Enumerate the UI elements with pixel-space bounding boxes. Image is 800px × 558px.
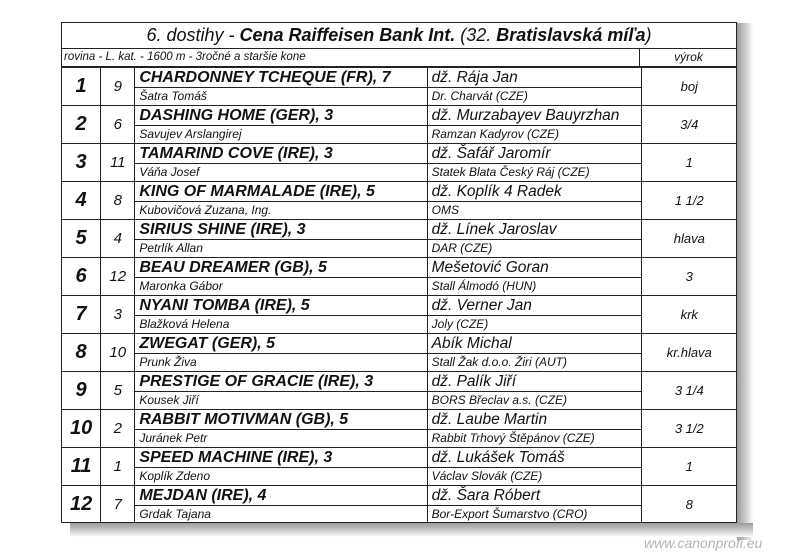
finish-margin: hlava [641, 220, 737, 258]
finish-margin: 3 1/4 [641, 372, 737, 410]
result-subrow [62, 278, 737, 296]
result-subrow [62, 240, 737, 258]
finish-margin: 8 [641, 486, 737, 524]
result-subrow [62, 392, 737, 410]
result-row [62, 296, 737, 316]
result-subrow [62, 316, 737, 334]
owner-name: Petrlík Allan [135, 240, 427, 258]
page-shadow-right [737, 23, 753, 540]
result-row [62, 486, 737, 506]
result-row [62, 448, 737, 468]
start-number: 10 [101, 334, 135, 372]
owner-name: Prunk Živa [135, 354, 427, 372]
result-subrow [62, 88, 737, 106]
owner-name: Maronka Gábor [135, 278, 427, 296]
owner-name: Savujev Arslangirej [135, 126, 427, 144]
trainer-name: Ramzan Kadyrov (CZE) [427, 126, 641, 144]
finish-margin: kr.hlava [641, 334, 737, 372]
finish-position: 7 [62, 296, 101, 334]
trainer-name: Stall Álmodó (HUN) [427, 278, 641, 296]
finish-margin: krk [641, 296, 737, 334]
jockey-name: dž. Verner Jan [427, 296, 641, 316]
result-row [62, 106, 737, 126]
owner-name: Váňa Josef [135, 164, 427, 182]
results-table [62, 67, 737, 523]
finish-position: 10 [62, 410, 101, 448]
finish-margin: 3 [641, 258, 737, 296]
result-subrow [62, 164, 737, 182]
horse-name: MEJDAN (IRE), 4 [135, 486, 427, 506]
trainer-name: BORS Břeclav a.s. (CZE) [427, 392, 641, 410]
finish-position: 8 [62, 334, 101, 372]
watermark: www.canonprofi.eu [644, 535, 763, 551]
finish-margin: 3/4 [641, 106, 737, 144]
finish-position: 9 [62, 372, 101, 410]
results-sheet [61, 22, 737, 523]
owner-name: Kousek Jiří [135, 392, 427, 410]
jockey-name: Mešetović Goran [427, 258, 641, 278]
finish-position: 1 [62, 68, 101, 106]
finish-margin: boj [641, 68, 737, 106]
result-subrow [62, 354, 737, 372]
jockey-name: dž. Koplík 4 Radek [427, 182, 641, 202]
result-row [62, 372, 737, 392]
finish-position: 12 [62, 486, 101, 524]
start-number: 7 [101, 486, 135, 524]
owner-name: Blažková Helena [135, 316, 427, 334]
finish-position: 2 [62, 106, 101, 144]
start-number: 11 [101, 144, 135, 182]
horse-name: RABBIT MOTIVMAN (GB), 5 [135, 410, 427, 430]
finish-margin: 1 [641, 144, 737, 182]
horse-name: KING OF MARMALADE (IRE), 5 [135, 182, 427, 202]
horse-name: SPEED MACHINE (IRE), 3 [135, 448, 427, 468]
start-number: 6 [101, 106, 135, 144]
result-subrow [62, 430, 737, 448]
edition-suffix: ) [645, 25, 652, 45]
start-number: 2 [101, 410, 135, 448]
margin-header: výrok [639, 49, 737, 66]
finish-margin: 3 1/2 [641, 410, 737, 448]
finish-position: 11 [62, 448, 101, 486]
trainer-name: Rabbit Trhový Štěpánov (CZE) [427, 430, 641, 448]
jockey-name: dž. Šara Róbert [427, 486, 641, 506]
result-row [62, 334, 737, 354]
result-row [62, 410, 737, 430]
horse-name: TAMARIND COVE (IRE), 3 [135, 144, 427, 164]
jockey-name: dž. Rája Jan [427, 68, 641, 88]
owner-name: Juránek Petr [135, 430, 427, 448]
owner-name: Koplík Zdeno [135, 468, 427, 486]
trainer-name: OMS [427, 202, 641, 220]
result-row [62, 220, 737, 240]
trainer-name: Bor-Export Šumarstvo (CRO) [427, 506, 641, 524]
owner-name: Grdak Tajana [135, 506, 427, 524]
trainer-name: Dr. Charvát (CZE) [427, 88, 641, 106]
jockey-name: dž. Palík Jiří [427, 372, 641, 392]
result-subrow [62, 202, 737, 220]
finish-position: 3 [62, 144, 101, 182]
jockey-name: dž. Šafář Jaromír [427, 144, 641, 164]
trainer-name: Stall Žak d.o.o. Žiri (AUT) [427, 354, 641, 372]
result-subrow [62, 506, 737, 524]
horse-name: NYANI TOMBA (IRE), 5 [135, 296, 427, 316]
race-title [62, 23, 736, 47]
start-number: 5 [101, 372, 135, 410]
horse-name: ZWEGAT (GER), 5 [135, 334, 427, 354]
start-number: 9 [101, 68, 135, 106]
finish-position: 6 [62, 258, 101, 296]
results-body [62, 68, 737, 524]
finish-position: 5 [62, 220, 101, 258]
trainer-name: Joly (CZE) [427, 316, 641, 334]
result-row [62, 144, 737, 164]
trainer-name: Statek Blata Český Ráj (CZE) [427, 164, 641, 182]
edition-name: Bratislavská míľa [496, 25, 646, 45]
result-subrow [62, 468, 737, 486]
horse-name: SIRIUS SHINE (IRE), 3 [135, 220, 427, 240]
jockey-name: dž. Murzabayev Bauyrzhan [427, 106, 641, 126]
race-name: Cena Raiffeisen Bank Int. [239, 25, 456, 45]
finish-margin: 1 [641, 448, 737, 486]
horse-name: PRESTIGE OF GRACIE (IRE), 3 [135, 372, 427, 392]
horse-name: CHARDONNEY TCHEQUE (FR), 7 [135, 68, 427, 88]
jockey-name: dž. Laube Martin [427, 410, 641, 430]
horse-name: DASHING HOME (GER), 3 [135, 106, 427, 126]
result-row [62, 182, 737, 202]
finish-position: 4 [62, 182, 101, 220]
conditions-row [62, 48, 736, 67]
owner-name: Šatra Tomáš [135, 88, 427, 106]
owner-name: Kubovičová Zuzana, Ing. [135, 202, 427, 220]
race-prefix: 6. dostihy - [146, 25, 240, 45]
result-subrow [62, 126, 737, 144]
trainer-name: Václav Slovák (CZE) [427, 468, 641, 486]
jockey-name: Abík Michal [427, 334, 641, 354]
result-row [62, 258, 737, 278]
race-conditions: rovina - L. kat. - 1600 m - 3ročné a staršie kone [64, 51, 306, 63]
result-row [62, 68, 737, 88]
start-number: 12 [101, 258, 135, 296]
start-number: 3 [101, 296, 135, 334]
finish-margin: 1 1/2 [641, 182, 737, 220]
jockey-name: dž. Línek Jaroslav [427, 220, 641, 240]
edition-prefix: (32. [455, 25, 497, 45]
horse-name: BEAU DREAMER (GB), 5 [135, 258, 427, 278]
start-number: 8 [101, 182, 135, 220]
jockey-name: dž. Lukášek Tomáš [427, 448, 641, 468]
start-number: 1 [101, 448, 135, 486]
start-number: 4 [101, 220, 135, 258]
trainer-name: DAR (CZE) [427, 240, 641, 258]
